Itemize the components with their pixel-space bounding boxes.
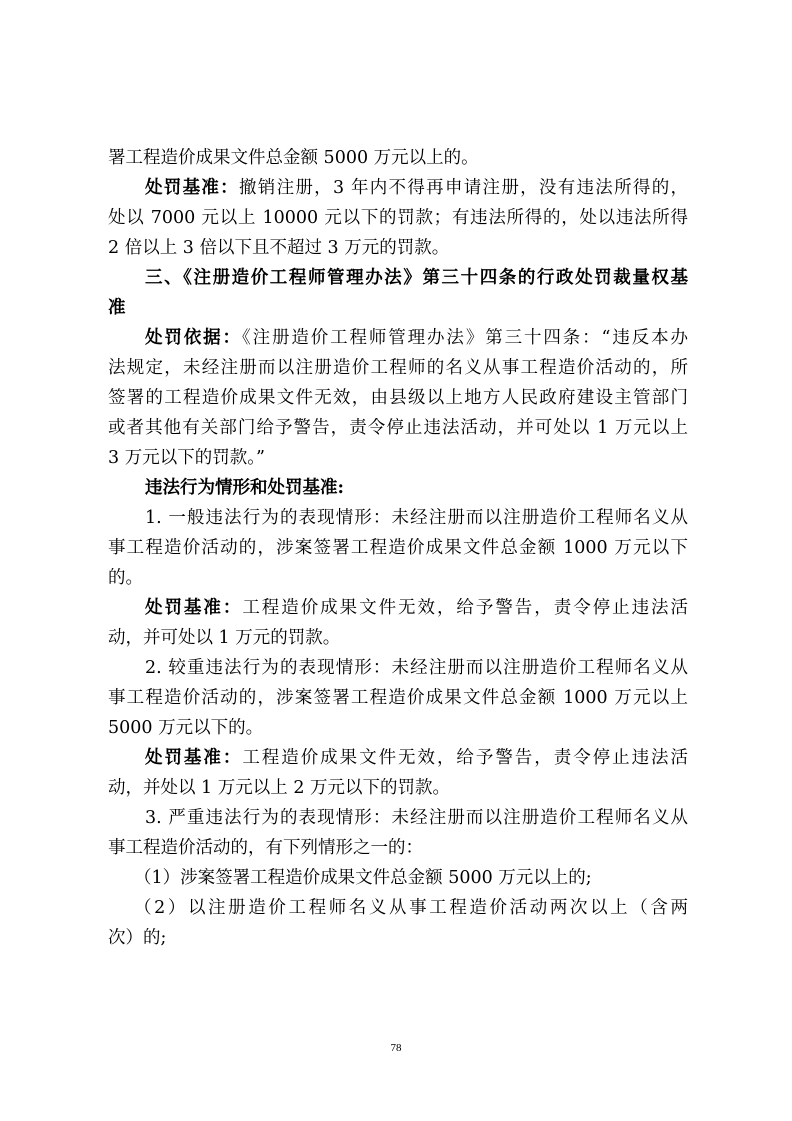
paragraph-text: 处以 7000 元以上 10000 元以下的罚款；有违法所得的，处以违法所得	[108, 208, 688, 228]
section-heading-text: 三、《注册造价工程师管理办法》第三十四条的行政处罚裁量权基	[145, 268, 688, 288]
penalty-standard-label: 处罚基准：	[145, 178, 239, 198]
text-line	[108, 443, 688, 473]
paragraph-text: 动，并可处以 1 万元的罚款。	[108, 628, 341, 648]
text-line	[108, 743, 688, 773]
text-line	[108, 143, 688, 173]
paragraph-text: 签署的工程造价成果文件无效，由县级以上地方人民政府建设主管部门	[108, 388, 688, 408]
list-item	[108, 863, 688, 893]
document-body	[108, 143, 688, 953]
paragraph-text: 事工程造价活动的，涉案签署工程造价成果文件总金额 1000 万元以上	[108, 688, 688, 708]
text-line	[108, 233, 688, 263]
paragraph-text: 2. 较重违法行为的表现情形：未经注册而以注册造价工程师名义从	[145, 658, 688, 678]
list-item-text: （1）涉案签署工程造价成果文件总金额 5000 万元以上的;	[134, 868, 592, 888]
paragraph-text: 1. 一般违法行为的表现情形：未经注册而以注册造价工程师名义从	[145, 508, 688, 528]
penalty-standard-label: 处罚基准：	[145, 598, 243, 618]
paragraph-text: 或者其他有关部门给予警告，责令停止违法活动，并可处以 1 万元以上	[108, 418, 688, 438]
paragraph-text: 署工程造价成果文件总金额 5000 万元以上的。	[108, 148, 479, 168]
text-line	[108, 653, 688, 683]
subheading	[108, 473, 688, 503]
list-item	[108, 893, 688, 923]
paragraph-text: 3 万元以下的罚款。”	[108, 448, 265, 468]
penalty-basis-label: 处罚依据：	[145, 328, 242, 348]
text-line	[108, 683, 688, 713]
text-line	[108, 713, 688, 743]
text-line	[108, 563, 688, 593]
text-line	[108, 203, 688, 233]
text-line	[108, 773, 688, 803]
text-line	[108, 323, 688, 353]
paragraph-text: 3. 严重违法行为的表现情形：未经注册而以注册造价工程师名义从	[145, 808, 688, 828]
list-item	[108, 923, 688, 953]
list-item-text: 次）的;	[108, 928, 167, 948]
section-heading	[108, 293, 688, 323]
list-item-text: （2）以注册造价工程师名义从事工程造价活动两次以上（含两	[134, 898, 688, 918]
paragraph-text: 撤销注册，3 年内不得再申请注册，没有违法所得的，	[238, 178, 688, 198]
subheading-text: 违法行为情形和处罚基准:	[145, 478, 344, 498]
page-number: 78	[390, 1042, 402, 1054]
paragraph-text: 2 倍以上 3 倍以下且不超过 3 万元的罚款。	[108, 238, 450, 258]
text-line	[108, 803, 688, 833]
paragraph-text: 的。	[108, 568, 143, 588]
text-line	[108, 503, 688, 533]
paragraph-text: 工程造价成果文件无效，给予警告，责令停止违法活	[242, 598, 688, 618]
text-line	[108, 623, 688, 653]
paragraph-text: 《注册造价工程师管理办法》第三十四条：“违反本办	[241, 328, 688, 348]
text-line	[108, 353, 688, 383]
paragraph-text: 事工程造价活动的，有下列情形之一的：	[108, 838, 423, 858]
paragraph-text: 动，并处以 1 万元以上 2 万元以下的罚款。	[108, 778, 451, 798]
text-line	[108, 383, 688, 413]
text-line	[108, 413, 688, 443]
section-heading	[108, 263, 688, 293]
paragraph-text: 法规定，未经注册而以注册造价工程师的名义从事工程造价活动的，所	[108, 358, 688, 378]
text-line	[108, 833, 688, 863]
text-line	[108, 593, 688, 623]
section-heading-text: 准	[108, 298, 126, 318]
text-line	[108, 533, 688, 563]
paragraph-text: 工程造价成果文件无效，给予警告，责令停止违法活	[242, 748, 688, 768]
text-line	[108, 173, 688, 203]
paragraph-text: 事工程造价活动的，涉案签署工程造价成果文件总金额 1000 万元以下	[108, 538, 688, 558]
paragraph-text: 5000 万元以下的。	[108, 718, 264, 738]
penalty-standard-label: 处罚基准：	[145, 748, 243, 768]
